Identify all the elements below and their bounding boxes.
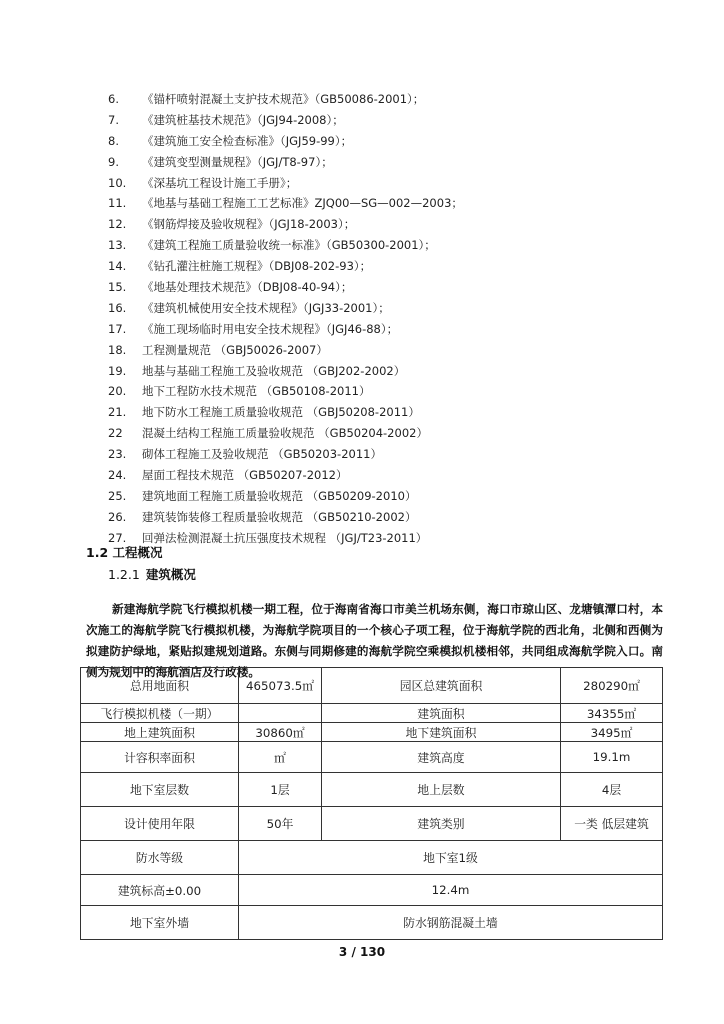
table-row — [81, 773, 663, 807]
list-item-text: 地下工程防水技术规范 （GB50108-2011） — [142, 384, 371, 399]
list-item-number: 16. — [108, 300, 127, 315]
table-cell: 设计使用年限 — [81, 807, 239, 841]
table-cell: 地上建筑面积 — [81, 723, 239, 742]
table-cell: 总用地面积 — [81, 668, 239, 704]
table-cell: 园区总建筑面积 — [322, 668, 561, 704]
project-info-table — [80, 667, 663, 940]
list-item-number: 18. — [108, 342, 127, 357]
list-item-text: 《建筑工程施工质量验收统一标准》（GB50300-2001）； — [142, 238, 436, 253]
table-row — [81, 668, 663, 704]
table-cell: 280290㎡ — [561, 668, 663, 704]
table-cell — [239, 704, 322, 723]
list-item — [108, 298, 463, 319]
list-item-text: 《地基与基础工程施工工艺标准》ZJQ00—SG—002—2003； — [142, 196, 463, 211]
table-cell: 防水钢筋混凝土墙 — [239, 906, 663, 940]
list-item — [108, 152, 463, 173]
list-item-number: 22 — [108, 426, 123, 441]
list-item — [108, 277, 463, 298]
list-item-number: 8. — [108, 133, 119, 148]
list-item-number: 9. — [108, 154, 119, 169]
list-item-text: 建筑地面工程施工质量验收规范 （GB50209-2010） — [142, 488, 417, 503]
list-item-number: 21. — [108, 405, 127, 420]
list-item-text: 回弹法检测混凝土抗压强度技术规程 （JGJ/T23-2011） — [142, 530, 428, 545]
list-item — [108, 173, 463, 194]
list-item — [108, 193, 463, 214]
table-cell: 地下室层数 — [81, 773, 239, 807]
table-row — [81, 742, 663, 773]
list-item — [108, 340, 463, 361]
table-cell: 地上层数 — [322, 773, 561, 807]
list-item — [108, 89, 463, 110]
table-row — [81, 807, 663, 841]
list-item-text: 《地基处理技术规范》（DBJ08-40-94）； — [142, 280, 353, 295]
table-cell: ㎡ — [239, 742, 322, 773]
subsection-number: 1.2.1 — [108, 567, 140, 582]
overview-paragraph: 新建海航学院飞行模拟机楼一期工程，位于海南省海口市美兰机场东侧，海口市琼山区、龙塘镇潭口村，本次施工的海航学院飞行模拟机楼，为海航学院项目的一个核心子项工程，位于海航学院的西北角，北侧和西侧为拟建防护绿地，紧贴拟建规划道路。东侧与同期修建的海航学院空乘模拟机楼相邻，共同组成海航学院入口。南侧为规划中的海航酒店及行政楼。 — [86, 601, 663, 680]
table-cell: 19.1m — [561, 742, 663, 773]
page-number: 3 / 130 — [338, 945, 386, 959]
list-item-number: 15. — [108, 280, 127, 295]
list-item — [108, 214, 463, 235]
list-item — [108, 256, 463, 277]
list-item-number: 27. — [108, 530, 127, 545]
list-item-number: 19. — [108, 363, 127, 378]
table-cell: 30860㎡ — [239, 723, 322, 742]
subsection-heading — [108, 566, 196, 584]
list-item — [108, 235, 463, 256]
list-item-text: 《建筑施工安全检查标准》（JGJ59-99）； — [142, 133, 353, 148]
subsection-title: 建筑概况 — [145, 567, 196, 582]
list-item — [108, 465, 463, 486]
list-item — [108, 507, 463, 528]
table-cell: 1层 — [239, 773, 322, 807]
table-cell: 建筑标高±0.00 — [81, 875, 239, 906]
list-item — [108, 423, 463, 444]
table-row — [81, 841, 663, 875]
list-item — [108, 361, 463, 382]
list-item — [108, 402, 463, 423]
list-item-text: 《锚杆喷射混凝土支护技术规范》（GB50086-2001）； — [142, 92, 425, 106]
table-cell: 3495㎡ — [561, 723, 663, 742]
list-item-text: 《建筑变型测量规程》（JGJ/T8-97）； — [142, 154, 333, 169]
table-row — [81, 906, 663, 940]
list-item — [108, 319, 463, 340]
list-item-number: 6. — [108, 92, 119, 106]
list-item-number: 20. — [108, 384, 127, 399]
list-item-number: 24. — [108, 468, 127, 483]
list-item-number: 10. — [108, 175, 127, 190]
table-cell: 34355㎡ — [561, 704, 663, 723]
table-cell: 建筑高度 — [322, 742, 561, 773]
list-item-number: 7. — [108, 112, 119, 127]
list-item-number: 13. — [108, 238, 127, 253]
table-cell: 50年 — [239, 807, 322, 841]
list-item-number: 17. — [108, 321, 127, 336]
standards-list — [108, 89, 463, 549]
list-item-text: 砌体工程施工及验收规范 （GB50203-2011） — [142, 447, 382, 462]
table-cell: 计容积率面积 — [81, 742, 239, 773]
list-item-text: 《建筑机械使用安全技术规程》（JGJ33-2001）； — [142, 300, 390, 315]
table-row — [81, 704, 663, 723]
list-item-text: 《深基坑工程设计施工手册》； — [142, 175, 298, 190]
table-cell: 一类 低层建筑 — [561, 807, 663, 841]
table-cell: 12.4m — [239, 875, 663, 906]
list-item-text: 屋面工程技术规范 （GB50207-2012） — [142, 468, 348, 483]
list-item-number: 14. — [108, 259, 127, 274]
list-item-text: 建筑装饰装修工程质量验收规范 （GB50210-2002） — [142, 509, 417, 524]
table-cell: 465073.5㎡ — [239, 668, 322, 704]
table-cell: 建筑面积 — [322, 704, 561, 723]
list-item-number: 11. — [108, 196, 127, 211]
table-row — [81, 723, 663, 742]
list-item-text: 《钢筋焊接及验收规程》（JGJ18-2003）； — [142, 217, 356, 232]
list-item-number: 25. — [108, 488, 127, 503]
table-cell: 地下建筑面积 — [322, 723, 561, 742]
table-row — [81, 875, 663, 906]
list-item-number: 23. — [108, 447, 127, 462]
list-item-text: 《建筑桩基技术规范》（JGJ94-2008）； — [142, 112, 344, 127]
table-cell: 地下室外墙 — [81, 906, 239, 940]
list-item-text: 《钻孔灌注桩施工规程》（DBJ08-202-93）； — [142, 259, 372, 274]
list-item-text: 工程测量规范 （GBJ50026-2007） — [142, 342, 328, 357]
list-item — [108, 444, 463, 465]
table-cell: 防水等级 — [81, 841, 239, 875]
list-item-text: 混凝土结构工程施工质量验收规范 （GB50204-2002） — [142, 426, 428, 441]
table-cell: 建筑类别 — [322, 807, 561, 841]
list-item-text: 《施工现场临时用电安全技术规程》（JGJ46-88）； — [142, 321, 399, 336]
table-cell: 地下室1级 — [239, 841, 663, 875]
list-item-text: 地基与基础工程施工及验收规范 （GBJ202-2002） — [142, 363, 406, 378]
list-item-text: 地下防水工程施工质量验收规范 （GBJ50208-2011） — [142, 405, 420, 420]
table-cell: 4层 — [561, 773, 663, 807]
list-item — [108, 486, 463, 507]
list-item — [108, 131, 463, 152]
list-item-number: 26. — [108, 509, 127, 524]
list-item — [108, 110, 463, 131]
list-item — [108, 381, 463, 402]
table-cell: 飞行模拟机楼（一期） — [81, 704, 239, 723]
section-heading: 1.2 工程概况 — [86, 545, 163, 560]
list-item-number: 12. — [108, 217, 127, 232]
